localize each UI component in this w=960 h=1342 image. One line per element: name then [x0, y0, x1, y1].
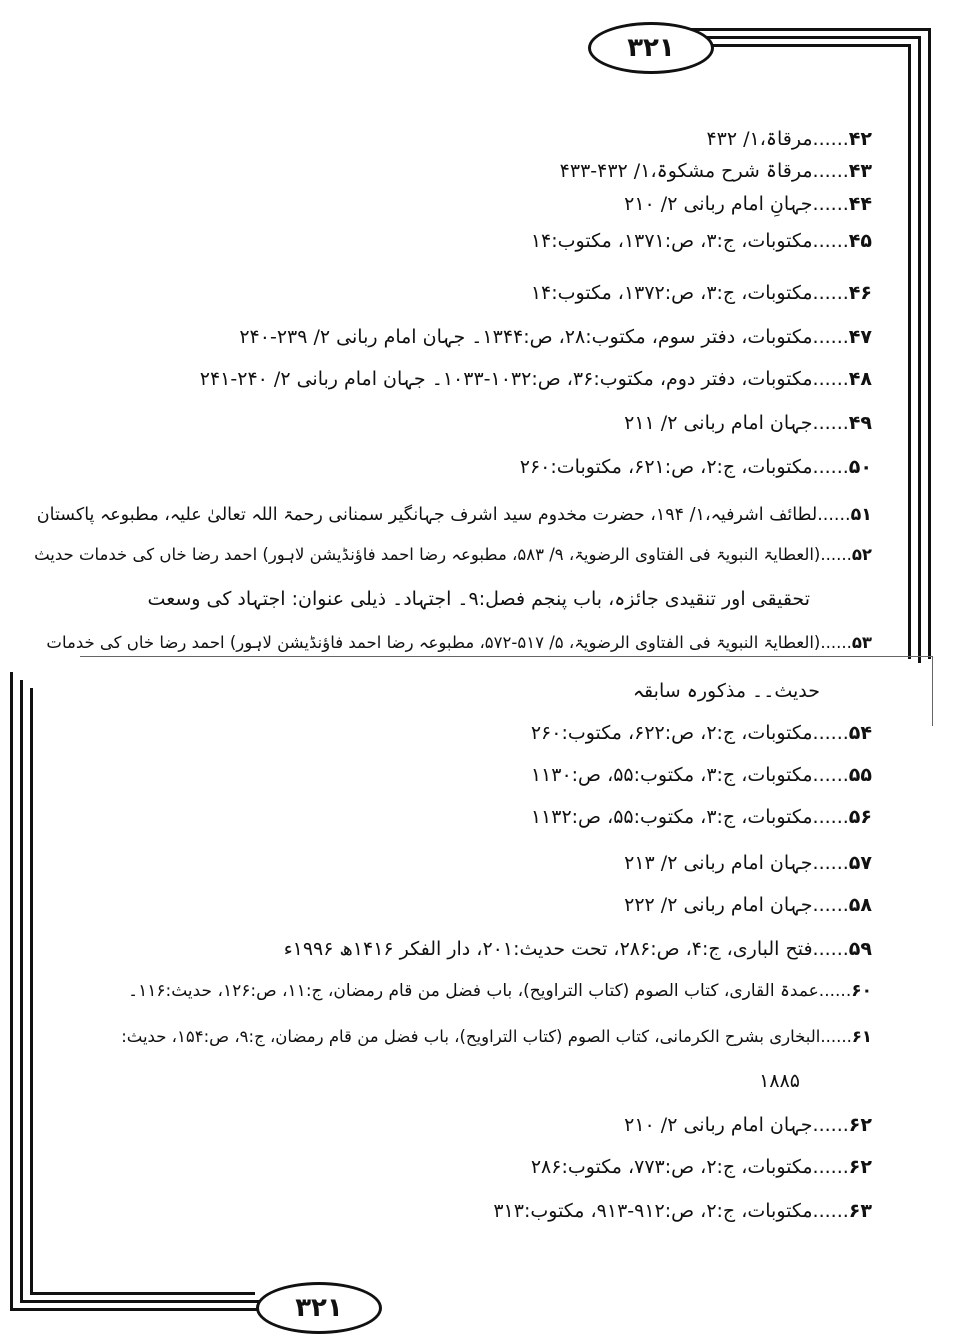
footnote-42: ۴۲......مرقاۃ،۱/ ۴۳۲	[706, 128, 872, 150]
footnote-58: ۵۸......جہان امام ربانی ۲/ ۲۲۲	[624, 894, 872, 916]
footnote-43: ۴۳......مرقاۃ شرح مشکوۃ،۱/ ۴۳۲-۴۳۳	[559, 160, 872, 182]
footnote-61: ۶۱......البخاری بشرح الکرمانی، کتاب الصوم (کتاب التراویح)، باب فضل من قام رمضان، ج:۹، ص:۱۵۴، حدیث:	[121, 1027, 872, 1046]
page-number-top-text: ۳۲۱	[627, 33, 675, 63]
page-number-top	[588, 22, 714, 74]
footnote-50: ۵۰......مکتوبات، ج:۲، ص:۶۲۱، مکتوبات:۲۶۰	[519, 456, 872, 478]
footnote-51: ۵۱......لطائف اشرفیہ،۱/ ۱۹۴، حضرت مخدوم سید اشرف جہانگیر سمنانی رحمۃ اللہ تعالیٰ علیہ، مطبوعہ پاکستان	[36, 505, 872, 525]
sheet-fold-edge	[932, 656, 933, 726]
footnote-61-continued: ۱۸۸۵	[759, 1070, 800, 1092]
footnote-52: ۵۲......(العطایۃ النبویۃ فی الفتاوی الرضویۃ، ۹/ ۵۸۳، مطبوعہ رضا احمد فاؤنڈیشن لاہور) احمد رضا خاں کی خدمات حدیث	[34, 545, 872, 564]
footnote-60: ۶۰......عمدۃ القاری، کتاب الصوم (کتاب التراویح)، باب فضل من قام رمضان، ج:۱۱، ص:۱۲۶، حدیث:۱۱۶۔	[128, 981, 872, 1001]
page-number-bottom	[256, 1282, 382, 1334]
footnote-45: ۴۵......مکتوبات، ج:۳، ص:۱۳۷۱، مکتوب:۱۴	[530, 230, 872, 252]
footnote-55: ۵۵......مکتوبات، ج:۳، مکتوب:۵۵، ص:۱۱۳۰	[530, 764, 872, 786]
footnote-56: ۵۶......مکتوبات، ج:۳، مکتوب:۵۵، ص:۱۱۳۲	[530, 806, 872, 828]
footnote-49: ۴۹......جہان امام ربانی ۲/ ۲۱۱	[624, 412, 872, 434]
footnote-53-continued: حدیث۔۔ مذکورہ سابقہ	[632, 680, 820, 702]
page-number-bottom-text: ۳۲۱	[295, 1293, 343, 1323]
footnote-62b: ۶۲......مکتوبات، ج:۲، ص:۷۷۳، مکتوب:۲۸۶	[530, 1156, 872, 1178]
footnote-53: ۵۳......(العطایۃ النبویۃ فی الفتاوی الرضویۃ، ۵/ ۵۱۷-۵۷۲، مطبوعہ رضا احمد فاؤنڈیشن لاہور) احمد رضا خاں کی خدمات	[46, 633, 872, 652]
footnote-54: ۵۴......مکتوبات، ج:۲، ص:۶۲۲، مکتوب:۲۶۰	[530, 722, 872, 744]
footnote-62a: ۶۲......جہان امام ربانی ۲/ ۲۱۰	[624, 1114, 872, 1136]
footnote-63: ۶۳......مکتوبات، ج:۲، ص:۹۱۲-۹۱۳، مکتوب:۳۱۳	[493, 1200, 872, 1222]
footnote-57: ۵۷......جہان امام ربانی ۲/ ۲۱۳	[624, 852, 872, 874]
footnote-47: ۴۷......مکتوبات، دفتر سوم، مکتوب:۲۸، ص:۱۳۴۴۔ جہان امام ربانی ۲/ ۲۳۹-۲۴۰	[239, 326, 872, 348]
footnote-48: ۴۸......مکتوبات، دفتر دوم، مکتوب:۳۶، ص:۱۰۳۲-۱۰۳۳۔ جہان امام ربانی ۲/ ۲۴۰-۲۴۱	[199, 368, 872, 390]
footnote-52-continued: تحقیقی اور تنقیدی جائزہ، باب پنجم فصل:۹۔ اجتہاد۔ ذیلی عنوان: اجتہاد کی وسعت	[147, 588, 810, 610]
footnote-44: ۴۴......جہانِ امام ربانی ۲/ ۲۱۰	[624, 193, 872, 215]
footnote-46: ۴۶......مکتوبات، ج:۳، ص:۱۳۷۲، مکتوب:۱۴	[530, 282, 872, 304]
footnote-59: ۵۹......فتح الباری، ج:۴، ص:۲۸۶، تحت حدیث:۲۰۱، دار الفکر ۱۴۱۶ھ ۱۹۹۶ء	[283, 938, 872, 960]
